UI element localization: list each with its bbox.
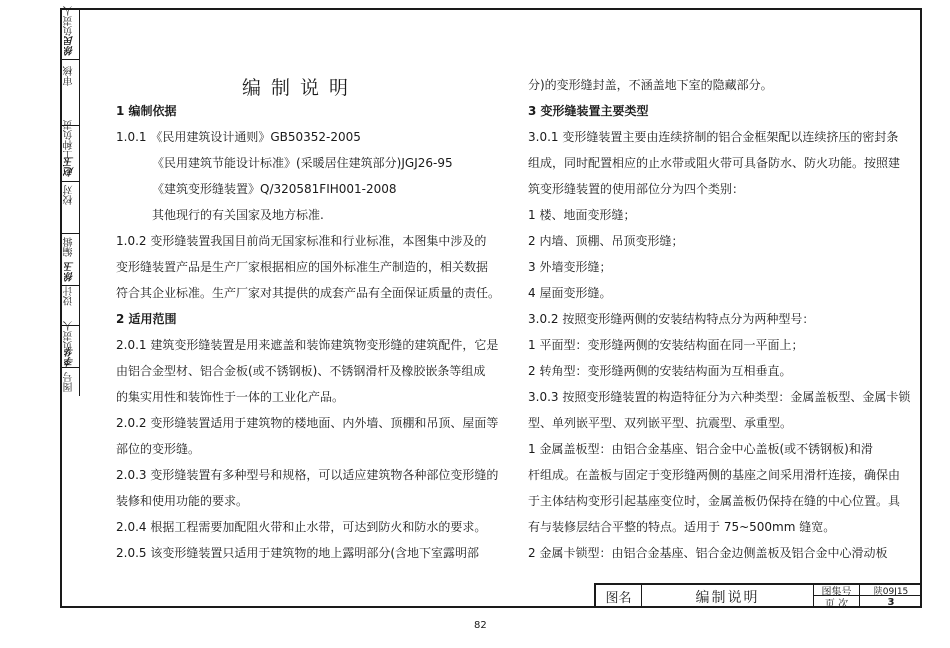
- signature-strip: [60, 5, 80, 396]
- page-value: 3: [887, 596, 895, 608]
- signature: 徐玉: [64, 262, 76, 283]
- sign-cell-2: [60, 60, 80, 126]
- text-line: 杆组成。在盖板与固定于变形缝两侧的基座之间采用滑杆连接，确保由: [528, 468, 901, 482]
- sign-cell-8: [60, 368, 80, 396]
- atlas-value: 陕09J15: [860, 585, 922, 596]
- text-line: 3 外墙变形缝；: [528, 260, 612, 274]
- text-line: 型、单列嵌平型、双列嵌平型、抗震型、承重型。: [528, 416, 793, 430]
- text-line: 的集实用性和装饰性于一体的工业化产品。: [116, 390, 345, 404]
- sign-cell-6: [60, 286, 80, 326]
- signature: 李华: [64, 346, 76, 367]
- sign-label: 负责人: [64, 321, 75, 352]
- sign-label: 工种负责: [64, 119, 75, 160]
- text-line: 其他现行的有关国家及地方标准.: [152, 208, 324, 222]
- text-line: 1 平面型：变形缝两侧的安装结构面在同一平面上；: [528, 338, 804, 352]
- sign-cell-3: [60, 119, 80, 182]
- text-line: 变形缝装置产品是生产厂家根据相应的国外标准生产制造的，相关数据: [116, 260, 489, 274]
- sign-cell-5: [60, 234, 80, 286]
- signature: 徐民: [64, 36, 76, 57]
- left-column: [116, 98, 516, 566]
- text-line: 装修和使用功能的要求。: [116, 494, 249, 508]
- text-line: 1 楼、地面变形缝；: [528, 208, 636, 222]
- text-line: 分)的变形缝封盖，不涵盖地下室的隐藏部分。: [528, 78, 773, 92]
- text-line: 部位的变形缝。: [116, 442, 201, 456]
- text-line: 2.0.1 建筑变形缝装置是用来遮盖和装饰建筑物变形缝的建筑配件，它是: [116, 338, 499, 352]
- page-label: 页 次: [814, 596, 860, 608]
- drawing-name-label: 图名: [596, 585, 642, 608]
- text-line: 《民用建筑节能设计标准》(采暖居住建筑部分)JGJ26-95: [152, 156, 453, 170]
- sign-cell-4: [60, 182, 80, 234]
- sign-label: 设计: [64, 285, 75, 306]
- sign-label: 负责人: [64, 5, 75, 36]
- sign-label: 图号: [64, 372, 75, 392]
- text-line: 1.0.1 《民用建筑设计通则》GB50352-2005: [116, 130, 361, 144]
- page-title: 编制说明: [242, 77, 359, 99]
- text-line: 2 金属卡锁型：由铝合金基座、铝合金边侧盖板及铝合金中心滑动板: [528, 546, 888, 560]
- text-line: 《建筑变形缝装置》Q/320581FIH001-2008: [152, 182, 397, 196]
- text-line: 2.0.5 该变形缝装置只适用于建筑物的地上露明部分(含地下室露明部: [116, 546, 480, 560]
- section-heading: 1 编制依据: [116, 104, 177, 118]
- page-number: 82: [474, 620, 487, 631]
- text-line: 筑变形缝装置的使用部位分为四个类别：: [528, 182, 745, 196]
- text-line: 3.0.2 按照变形缝两侧的安装结构特点分为两种型号：: [528, 312, 815, 326]
- text-line: 3.0.3 按照变形缝装置的构造特征分为六种类型：金属盖板型、金属卡锁: [528, 390, 911, 404]
- text-line: 2 内墙、顶棚、吊顶变形缝；: [528, 234, 684, 248]
- section-heading: 3 变形缝装置主要类型: [528, 104, 649, 118]
- sign-cell-1: [60, 5, 80, 60]
- title-block: [594, 583, 922, 608]
- text-line: 于主体结构变形引起基座变位时，金属盖板仍保持在缝的中心位置。具: [528, 494, 901, 508]
- text-line: 2 转角型：变形缝两侧的安装结构面为互相垂直。: [528, 364, 792, 378]
- text-line: 1.0.2 变形缝装置我国目前尚无国家标准和行业标准，本图集中涉及的: [116, 234, 487, 248]
- text-line: 2.0.4 根据工程需要加配阻火带和止水带，可达到防火和防水的要求。: [116, 520, 487, 534]
- text-line: 4 屋面变形缝。: [528, 286, 612, 300]
- text-line: 2.0.3 变形缝装置有多种型号和规格，可以适应建筑物各种部位变形缝的: [116, 468, 499, 482]
- text-line: 组成，同时配置相应的止水带或阻火带可具备防水、防火功能。按照建: [528, 156, 901, 170]
- sign-cell-7: [60, 321, 80, 368]
- sign-label: 校对: [64, 184, 75, 205]
- right-column: [528, 72, 911, 566]
- signature: 赵玉: [64, 157, 76, 178]
- text-line: 由铝合金型材、铝合金板(或不锈钢板)、不锈钢滑杆及橡胶嵌条等组成: [116, 364, 486, 378]
- text-line: 符合其企业标准。生产厂家对其提供的成套产品有全面保证质量的责任。: [116, 286, 501, 300]
- text-line: 1 金属盖板型：由铝合金基座、铝合金中心盖板(或不锈钢板)和滑: [528, 442, 873, 456]
- sign-label: 编辑: [64, 236, 75, 257]
- text-line: 2.0.2 变形缝装置适用于建筑物的楼地面、内外墙、顶棚和吊顶、屋面等: [116, 416, 499, 430]
- atlas-label: 图集号: [814, 585, 860, 596]
- text-line: 有与装修层结合平整的特点。适用于 75~500mm 缝宽。: [528, 520, 836, 534]
- section-heading: 2 适用范围: [116, 312, 177, 326]
- text-line: 3.0.1 变形缝装置主要由连续挤制的铝合金框架配以连续挤压的密封条: [528, 130, 899, 144]
- drawing-name: 编制说明: [642, 585, 814, 608]
- sign-label: 审核: [64, 66, 75, 87]
